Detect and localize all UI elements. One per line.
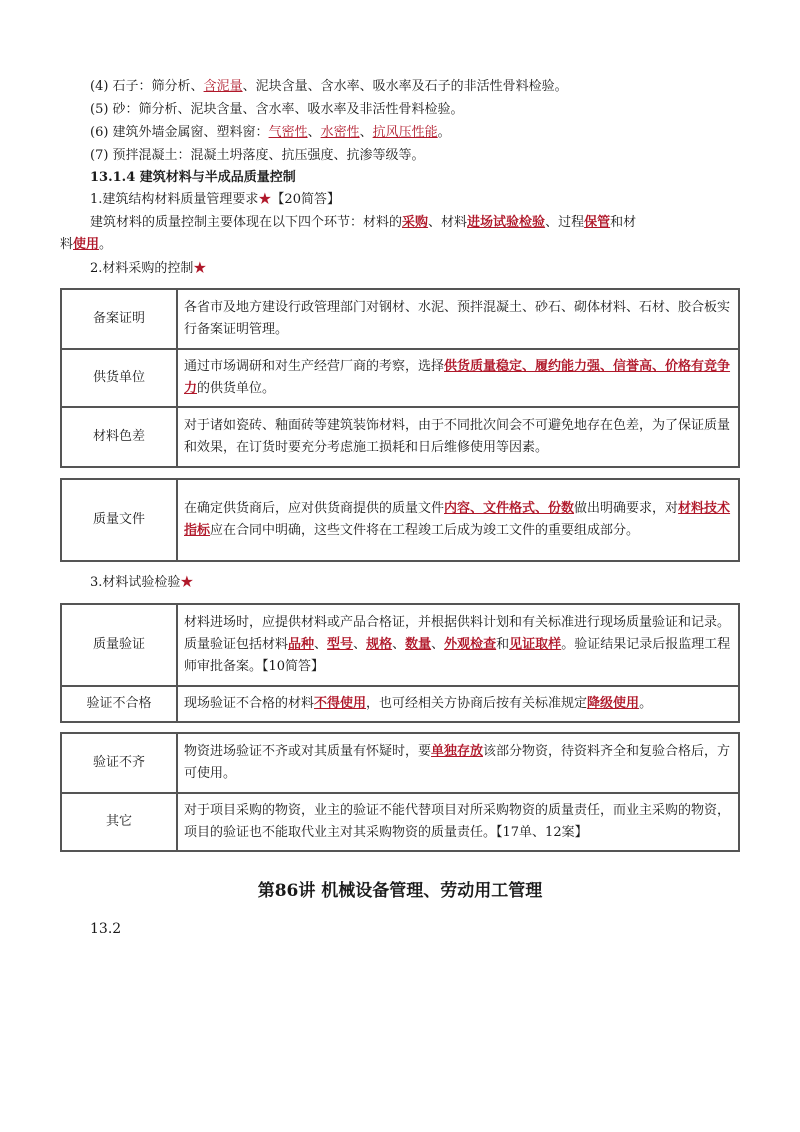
- row-body: 在确定供货商后，应对供货商提供的质量文件内容、文件格式、份数做出明确要求，对材料技术指标应在合同中明确，这些文件将在工程竣工后成为竣工文件的重要组成部分。: [177, 479, 739, 561]
- highlight-term: 型号: [327, 637, 354, 652]
- section-heading: 13.1.4 建筑材料与半成品质量控制: [90, 170, 296, 185]
- highlight-term: 保管: [584, 215, 611, 230]
- table-row: [61, 349, 739, 407]
- row-body: 物资进场验证不齐或对其质量有怀疑时，要单独存放该部分物资，待资料齐全和复验合格后，方可使用。: [177, 733, 739, 793]
- highlight-term: 使用: [73, 237, 100, 252]
- row-body: 材料进场时，应提供材料或产品合格证，并根据供料计划和有关标准进行现场质量验证和记录。质量验证包括材料品种、型号、规格、数量、外观检查和见证取样。验证结果记录后报监理工程师审批备案。【10简答】: [177, 604, 739, 686]
- list-item-5: (5) 砂：筛分析、泥块含量、含水率、吸水率及非活性骨料检验。: [90, 102, 464, 117]
- other-table: [60, 732, 740, 852]
- highlight-term: 水密性: [320, 125, 360, 140]
- highlight-term: 降级使用: [587, 696, 640, 711]
- row-body: 对于诸如瓷砖、釉面砖等建筑装饰材料，由于不同批次间会不可避免地存在色差，为了保证质量和效果，在订货时要充分考虑施工损耗和日后维修使用等因素。: [177, 407, 739, 467]
- row-body: 各省市及地方建设行政管理部门对钢材、水泥、预拌混凝土、砂石、砌体材料、石材、胶合板实行备案证明管理。: [177, 289, 739, 349]
- table-row: [61, 289, 739, 349]
- row-body: 对于项目采购的物资，业主的验证不能代替项目对所采购物资的质量责任，而业主采购的物资，项目的验证也不能取代业主对其采购物资的质量责任。【17单、12案】: [177, 793, 739, 851]
- table-row: [61, 407, 739, 467]
- subheading-3: 3.材料试验检验★: [90, 575, 194, 590]
- highlight-term: 规格: [366, 637, 393, 652]
- row-head: 其它: [61, 793, 177, 851]
- highlight-term: 进场试验检验: [467, 215, 546, 230]
- highlight-term: 外观检查: [444, 637, 497, 652]
- list-item-4: (4) 石子：筛分析、含泥量、泥块含量、含水率、吸水率及石子的非活性骨料检验。: [90, 79, 568, 94]
- star-icon: ★: [193, 261, 207, 276]
- procurement-table: [60, 288, 740, 468]
- highlight-term: 采购: [402, 215, 429, 230]
- subheading-1: 1.建筑结构材料质量管理要求★【20简答】: [90, 192, 340, 207]
- highlight-term: 抗风压性能: [372, 125, 438, 140]
- table-row: [61, 479, 739, 561]
- highlight-term: 含泥量: [203, 79, 243, 94]
- row-body: 现场验证不合格的材料不得使用，也可经相关方协商后按有关标准规定降级使用。: [177, 686, 739, 722]
- row-head: 质量验证: [61, 604, 177, 686]
- table-row: [61, 793, 739, 851]
- row-head: 备案证明: [61, 289, 177, 349]
- row-head: 质量文件: [61, 479, 177, 561]
- row-body: 通过市场调研和对生产经营厂商的考察，选择供货质量稳定、履约能力强、信誉高、价格有竞争力的供货单位。: [177, 349, 739, 407]
- highlight-term: 供货质量稳定、履约能力强、信誉高、价格有竞争力: [184, 359, 731, 396]
- inspection-table: [60, 603, 740, 723]
- star-icon: ★: [258, 192, 272, 207]
- lecture-title: 第86讲 机械设备管理、劳动用工管理: [257, 881, 543, 901]
- row-head: 供货单位: [61, 349, 177, 407]
- table-row: [61, 686, 739, 722]
- list-item-7: (7) 预拌混凝土：混凝土坍落度、抗压强度、抗渗等级等。: [90, 148, 425, 163]
- highlight-term: 材料技术指标: [184, 501, 731, 538]
- section-number: 13.2: [90, 921, 122, 937]
- highlight-term: 见证取样: [509, 637, 562, 652]
- subheading-2: 2.材料采购的控制★: [90, 261, 207, 276]
- highlight-term: 数量: [405, 637, 432, 652]
- table-row: [61, 604, 739, 686]
- highlight-term: 品种: [288, 637, 315, 652]
- paragraph-line-1: 建筑材料的质量控制主要体现在以下四个环节：材料的采购、材料进场试验检验、过程保管和材: [90, 215, 637, 230]
- highlight-term: 不得使用: [314, 696, 367, 711]
- row-head: 验证不齐: [61, 733, 177, 793]
- quality-file-table: [60, 478, 740, 562]
- list-item-6: (6) 建筑外墙金属窗、塑料窗：气密性、水密性、抗风压性能。: [90, 125, 451, 140]
- row-head: 材料色差: [61, 407, 177, 467]
- highlight-term: 内容、文件格式、份数: [444, 501, 575, 516]
- highlight-term: 单独存放: [431, 744, 484, 759]
- star-icon: ★: [180, 575, 194, 590]
- table-row: [61, 733, 739, 793]
- paragraph-line-2: 料使用。: [60, 237, 113, 252]
- row-head: 验证不合格: [61, 686, 177, 722]
- highlight-term: 气密性: [268, 125, 308, 140]
